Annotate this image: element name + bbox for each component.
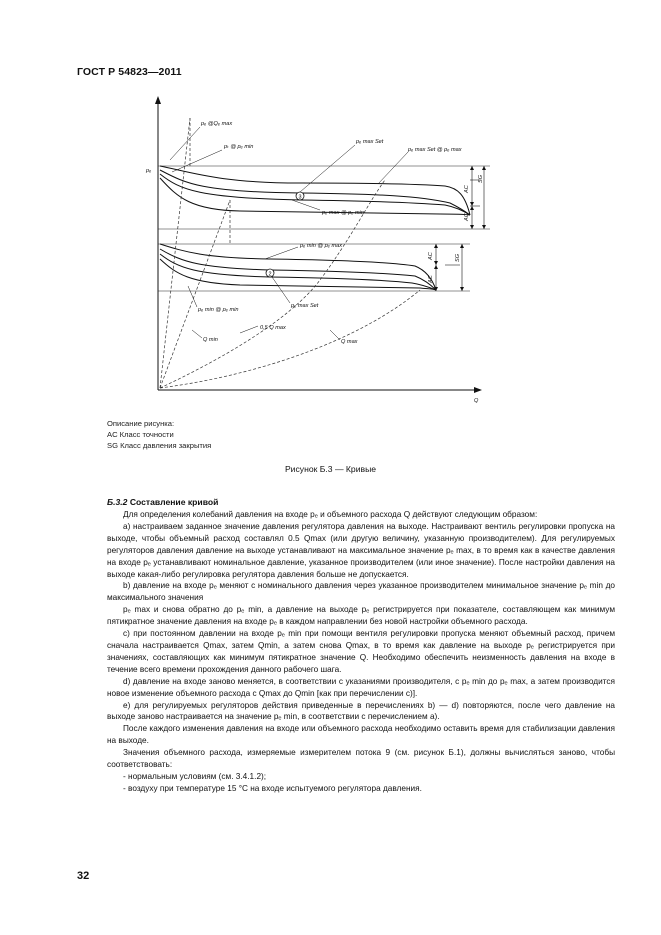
paragraph: После каждого изменения давления на входе или объемного расхода необходимо оставить время для стабилизации давления на выходе. (107, 724, 615, 746)
x-axis-arrow (474, 387, 482, 393)
label-ac-lower-1: AC (428, 252, 434, 260)
label-pe-max-set-pe-max: pₑ max Set @ pₑ max (408, 147, 462, 153)
paragraph: - воздуху при температуре 15 °С на входе испытуемого регулятора давления. (123, 783, 422, 793)
label-pe-max-pe-min: pₑ max @ pₑ min (322, 210, 365, 216)
figure-description-sg: SG Класс давления закрытия (107, 441, 212, 450)
svg-text:3: 3 (298, 194, 302, 201)
figure-description-title: Описание рисунка: (107, 419, 175, 428)
svg-text:2: 2 (268, 271, 272, 278)
flow-dashed-lines (160, 118, 420, 388)
label-pe-max-set: pₑ max Set (356, 139, 384, 145)
body-text (107, 509, 615, 795)
label-q-min: Q min (203, 337, 218, 343)
label-ac-lower-2: AC (428, 275, 434, 283)
y-axis-arrow (155, 96, 161, 104)
label-pe-max-set-2: pₑ max Set (291, 303, 319, 309)
paragraph: а) настраиваем заданное значение давления регулятора давления на выходе. Настраивают вентиль регулировки пропуска на выходе, чтобы объемный расход составлял 0.5 Qmax (или другую величину, указанную производителем). Для регулируемых регуляторов давления давление на выходе устанавливают на максимальное значение pₑ max, в то время как в качестве давления на входе pₑ устанавливают номинальное давление, указанное производителем (или иное значение). После настройки давления на выходе какая-либо регулировка регулятора давления больше не допускается. (107, 521, 615, 579)
paragraph: d) давление на входе заново меняется, в соответствии с указаниями производителя, с pₑ min до pₑ max, а затем производится новое изменение объемного расхода с Qmax до Qmin [как при перечислении с)]. (107, 676, 615, 698)
label-pe-min-pe-min: pₑ min @ pₑ min (198, 307, 239, 313)
label-sg-lower: SG (455, 253, 461, 262)
paragraph: Значения объемного расхода, измеряемые измерителем потока 9 (см. рисунок Б.1), должны вычисляться заново, чтобы соответствовать: (107, 748, 615, 770)
paragraph: с) при постоянном давлении на входе pₑ min при помощи вентиля регулировки пропуска меняют объемный расход, причем сначала настраивается Qmax, затем Qmin, а затем снова Qmax, в то время как давление на выходе pₑ регистрируется при значениях, составляющих как минимум пятикратное значение Q. Необходимо обеспечить неизменность давления на входе в течение всего времени прохождения данного рабочего шага. (107, 629, 615, 674)
section-title: Составление кривой (129, 497, 219, 507)
paragraph: b) давление на входе pₑ меняют с номинального давления через указанное производителем минимальное значение pₑ min до максимального значения (107, 581, 615, 603)
paragraph: - нормальным условиям (см. 3.4.1.2); (123, 771, 267, 781)
label-ac-upper-1: AC (464, 185, 470, 193)
label-half-q-max: 0,5 Q max (260, 325, 286, 331)
section-number: Б.3.2 (107, 497, 128, 507)
document-header: ГОСТ Р 54823—2011 (77, 66, 182, 78)
lower-curve-set (160, 244, 436, 290)
label-ac-upper-2: AC (464, 213, 470, 221)
label-x-axis: Q (474, 398, 479, 404)
label-pt-pe-min: pₜ @ pₑ min (224, 144, 254, 150)
paragraph: е) для регулируемых регуляторов действия приведенные в перечислениях b) — d) повторяются, после чего давление на выходе заново настраивается на значение pₑ min, в соответствии с перечислением а). (107, 700, 615, 722)
label-pe-min-pe-max: pₑ min @ pₑ max (300, 243, 343, 249)
paragraph: Для определения колебаний давления на входе pₑ и объемного расхода Q действуют следующим образом: (123, 510, 538, 519)
figure-caption: Рисунок Б.3 — Кривые (284, 464, 377, 474)
paragraph: pₑ max и снова обратно до pₑ min, а давление на выходе pₑ регистрируется при показателе, составляющем как минимум пятикратное значение давления на входе pₑ в каждом направлении без новой настройки объемного расхода. (107, 605, 615, 627)
curves-figure (0, 0, 661, 420)
label-sg-upper: SG (478, 174, 484, 183)
upper-curve-set (160, 166, 470, 215)
figure-description-ac: AC Класс точности (107, 430, 174, 439)
label-q-max: Q max (341, 339, 358, 345)
page-number: 32 (77, 870, 90, 882)
section-heading (107, 497, 218, 507)
label-y-axis: pₑ (146, 168, 152, 174)
label-pe-qe-max: pₑ @Qₑ max (201, 121, 233, 127)
